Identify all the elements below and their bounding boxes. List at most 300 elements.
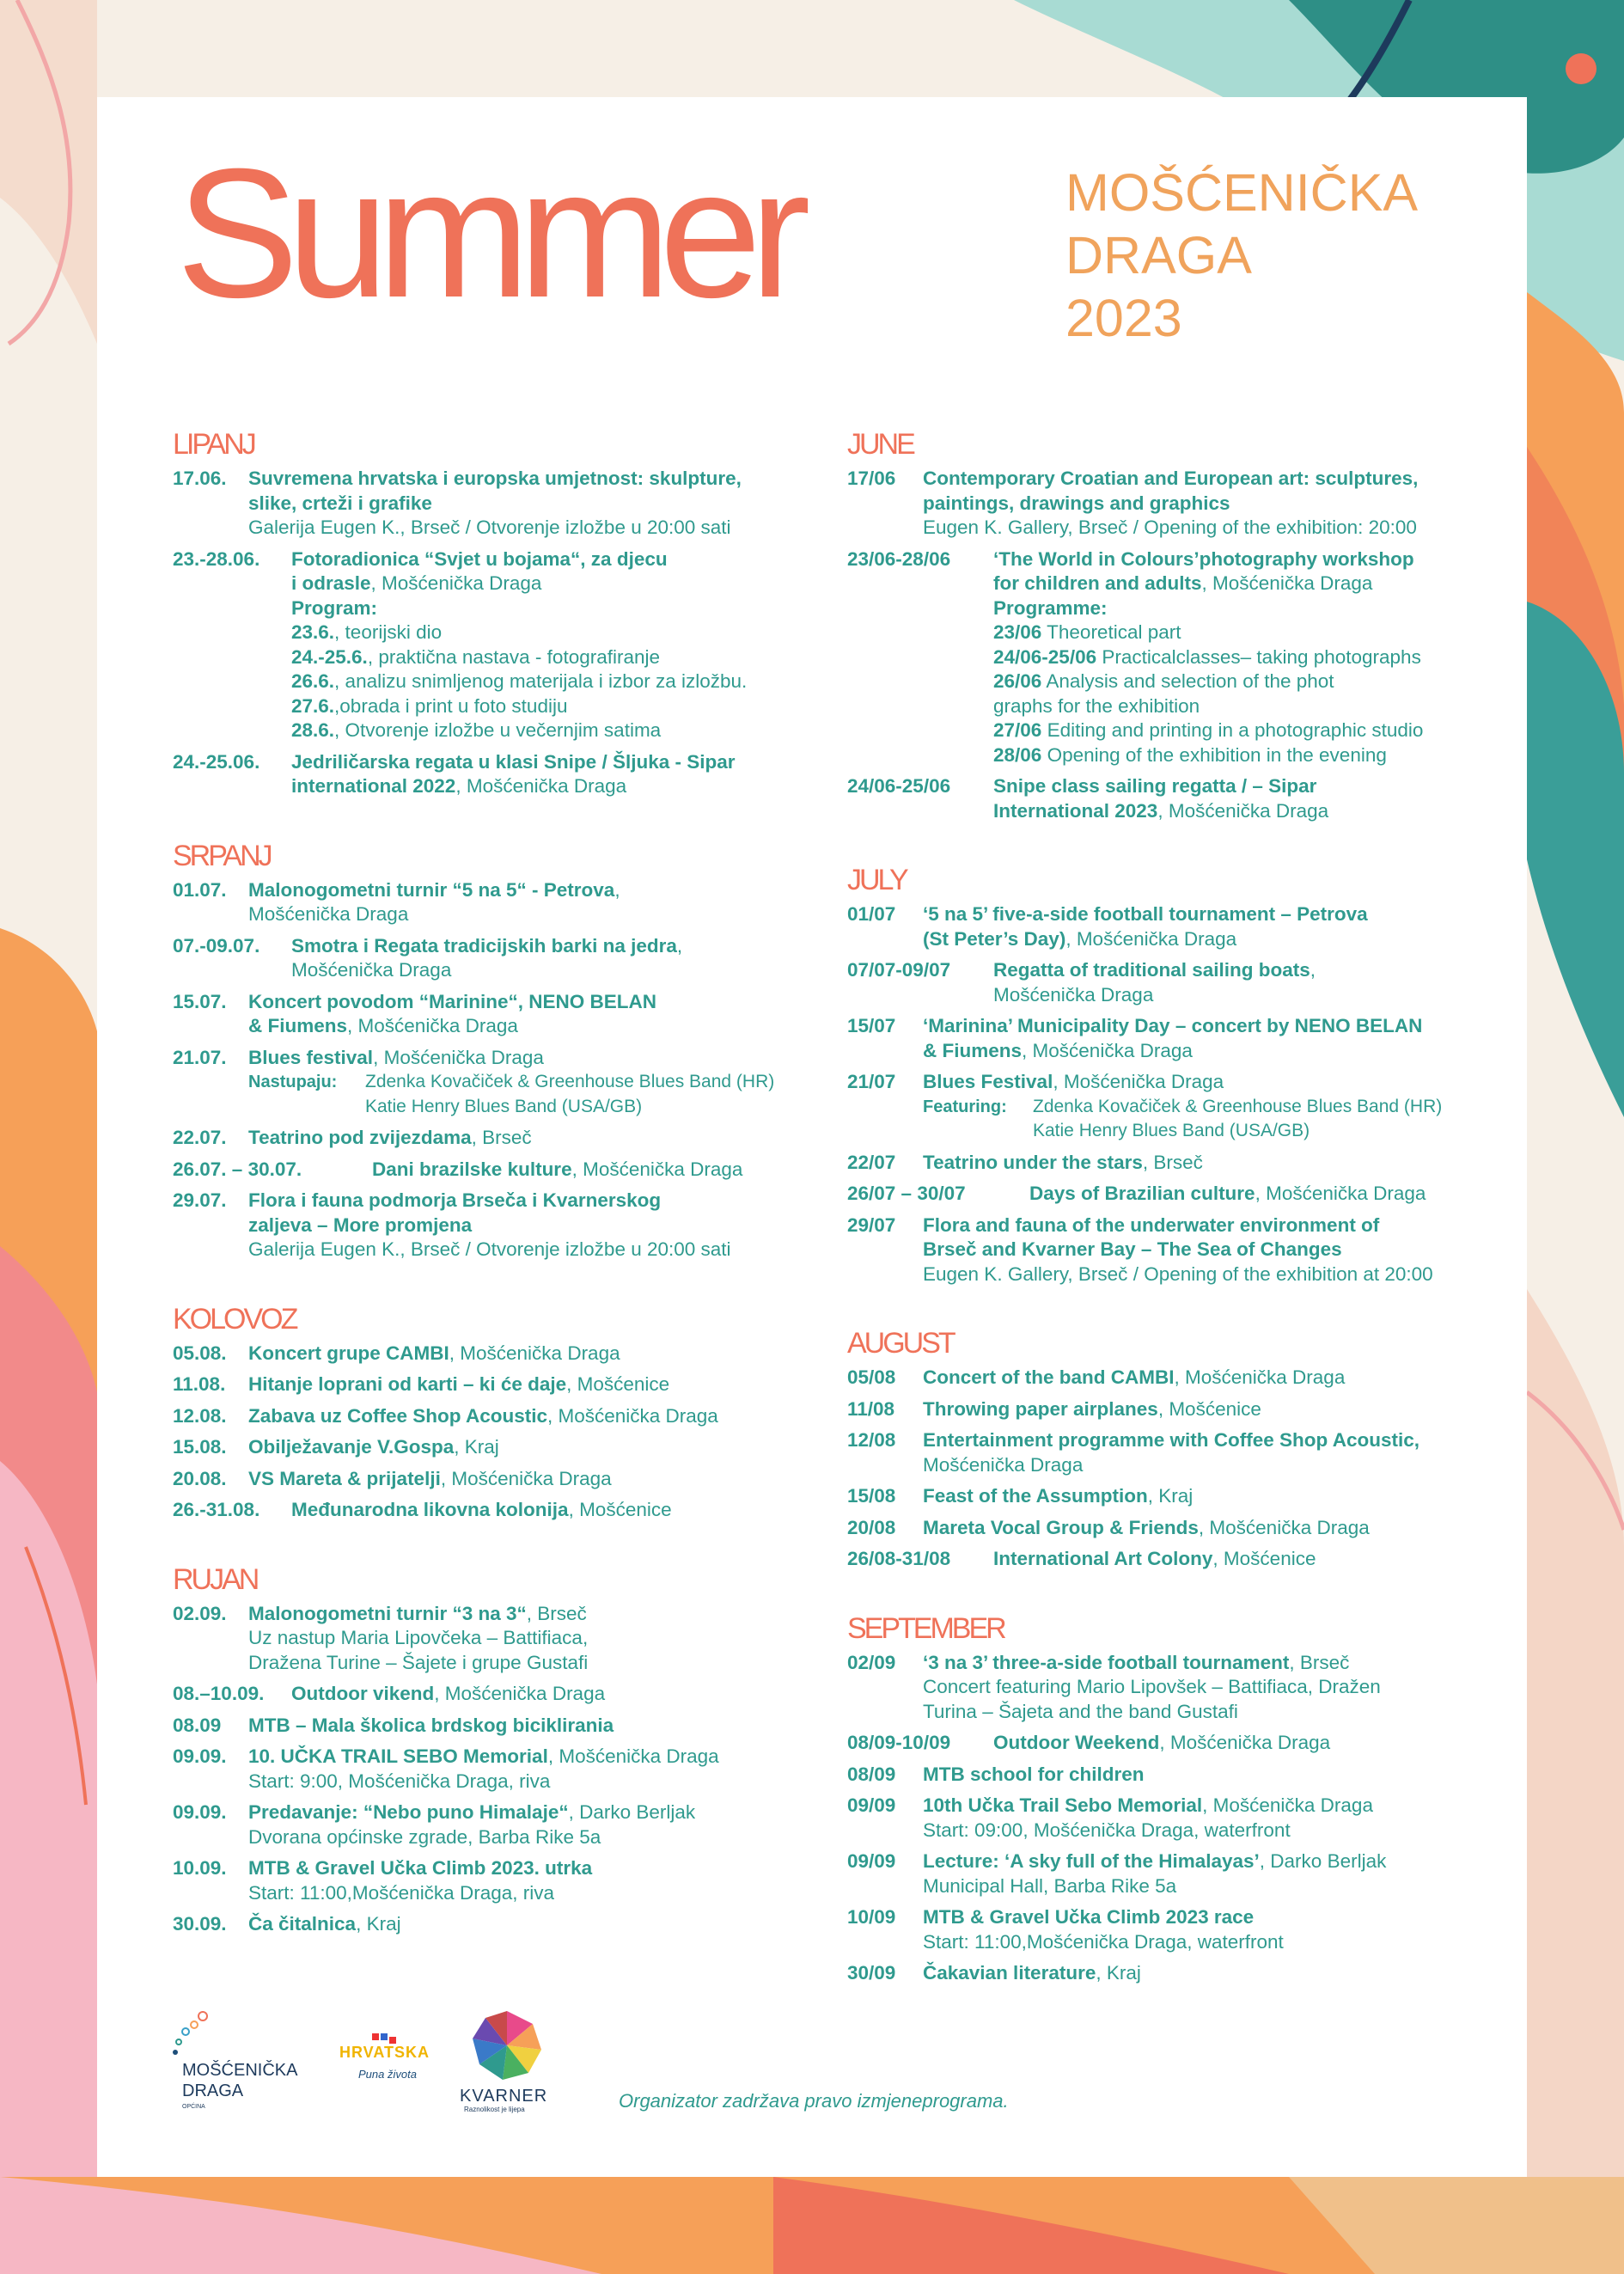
event-date: 23.-28.06.: [173, 547, 260, 570]
program-text: ,obrada i print u foto studiju: [334, 694, 568, 717]
program-date: 27/06: [993, 719, 1042, 741]
event-row: [173, 1856, 809, 1905]
event-detail-line: Concert featuring Mario Lipovšek – Battifiaca, Dražen: [923, 1676, 1381, 1697]
event-title-line: [993, 958, 1492, 983]
event-details: [923, 1651, 1492, 1725]
program-text: , analizu snimljenog materijala i izbor za izložbu.: [334, 670, 748, 692]
kvarner-wordmark: KVARNER: [460, 2087, 548, 2106]
event-details: [993, 547, 1492, 768]
event-title-line: [248, 1912, 809, 1937]
event-title-line: [993, 1547, 1492, 1572]
program-text: Opening of the exhibition in the evening: [1041, 743, 1387, 766]
program-text: , praktična nastava - fotografiranje: [367, 645, 661, 668]
event-title-line: [993, 1731, 1492, 1756]
event-title: Predavanje: “Nebo puno Himalaje“: [248, 1801, 569, 1823]
program-item: [291, 645, 809, 670]
event-title-line: [1029, 1182, 1492, 1207]
month-heading: RUJAN: [173, 1562, 258, 1596]
event-location: , Mošćenička Draga: [1201, 572, 1373, 594]
event-details: [372, 1158, 809, 1183]
event-title-line: [248, 1435, 809, 1460]
performers-list: [1033, 1095, 1442, 1144]
event-details: [248, 1404, 809, 1429]
event-title: & Fiumens: [248, 1015, 348, 1036]
event-details: [248, 467, 809, 541]
month-section: [173, 427, 809, 799]
event-row: [173, 878, 809, 927]
event-row: [847, 547, 1492, 768]
event-detail-line: Start: 09:00, Mošćenička Draga, waterfront: [923, 1819, 1291, 1841]
event-location: , Mošćenička Draga: [1157, 799, 1329, 822]
program-item: [291, 669, 809, 694]
kvarner-logo: [455, 2011, 559, 2114]
event-title-line: [291, 1682, 809, 1707]
event-title: Čakavian literature: [923, 1962, 1096, 1984]
event-row: [173, 1682, 809, 1707]
event-row: [847, 1397, 1492, 1422]
event-date: 01/07: [847, 903, 896, 925]
event-row: [173, 467, 809, 541]
event-location: , Kraj: [1147, 1485, 1194, 1507]
event-title-line: [291, 774, 809, 799]
event-detail-line: Municipal Hall, Barba Rike 5a: [923, 1874, 1177, 1897]
event-row: [173, 1800, 809, 1849]
event-row: [173, 1498, 809, 1523]
event-location: , Mošćenička Draga: [547, 1745, 719, 1767]
event-date: 20.08.: [173, 1467, 227, 1489]
event-date: 12.08.: [173, 1404, 227, 1427]
program-date: 27.6.: [291, 694, 335, 717]
event-title: Koncert povodom “Marinine“, NENO BELAN: [248, 990, 657, 1012]
event-location: , Mošćenička Draga: [434, 1683, 606, 1704]
event-date: 26/08-31/08: [847, 1548, 951, 1569]
event-title: Days of Brazilian culture: [1029, 1183, 1255, 1204]
event-title: International Art Colony: [993, 1548, 1213, 1569]
event-location: , Mošćenička Draga: [1053, 1071, 1224, 1092]
event-title-line: [248, 1745, 809, 1770]
program-label: Program:: [291, 596, 378, 619]
event-location: , Kraj: [1096, 1962, 1141, 1984]
month-heading: JULY: [847, 864, 907, 896]
event-details: [923, 1763, 1492, 1788]
event-location: , Mošćenička Draga: [455, 775, 627, 797]
event-location: , Mošćenice: [568, 1499, 672, 1520]
event-date: 26/07 – 30/07: [847, 1183, 966, 1204]
event-row: [847, 774, 1492, 823]
event-detail-line: Start: 9:00, Mošćenička Draga, riva: [248, 1770, 551, 1792]
event-row: [173, 990, 809, 1039]
event-row: [173, 1126, 809, 1151]
event-date: 08/09: [847, 1763, 896, 1785]
event-location: , Mošćenice: [1212, 1548, 1316, 1569]
event-details: [291, 1682, 809, 1707]
event-details: [291, 750, 809, 799]
event-row: [173, 1046, 809, 1120]
event-title-line: [923, 1516, 1492, 1541]
event-row: [847, 1794, 1492, 1843]
event-location: ,: [614, 878, 620, 901]
town-heading: [1065, 162, 1418, 350]
event-title: Zabava uz Coffee Shop Acoustic: [248, 1404, 547, 1427]
event-location: , Mošćenička Draga: [1022, 1039, 1193, 1061]
event-details: [923, 1366, 1492, 1391]
month-section: [173, 839, 809, 1262]
event-title-line: [993, 572, 1492, 596]
event-detail-line: Mošćenička Draga: [923, 1453, 1084, 1476]
event-row: [847, 1428, 1492, 1477]
event-row: [173, 547, 809, 743]
disclaimer-note: Organizator zadržava pravo izmjeneprograma.: [619, 2090, 1009, 2112]
event-title-line: [248, 1046, 809, 1071]
event-details: [248, 1372, 809, 1397]
event-title-line: [923, 1484, 1492, 1509]
event-title: MTB & Gravel Učka Climb 2023 race: [923, 1906, 1255, 1928]
event-date: 05/08: [847, 1366, 896, 1388]
event-title-line: [923, 467, 1492, 492]
event-date: 15/07: [847, 1015, 896, 1036]
program-text: graphs for the exhibition: [993, 694, 1200, 717]
event-title: MTB school for children: [923, 1763, 1145, 1785]
event-title-line: [993, 774, 1492, 799]
event-title-line: [923, 1238, 1492, 1262]
event-row: [173, 1745, 809, 1794]
event-location: , Brseč: [1289, 1651, 1350, 1673]
town-name-line2: DRAGA: [1065, 226, 1252, 284]
event-row: [847, 1366, 1492, 1391]
event-title-line: [248, 1602, 809, 1627]
event-title: Flora and fauna of the underwater environment of: [923, 1213, 1380, 1236]
event-detail-line: Mošćenička Draga: [248, 903, 409, 925]
event-row: [847, 902, 1492, 951]
event-title: Brseč and Kvarner Bay – The Sea of Changes: [923, 1238, 1342, 1260]
event-title-line: [923, 1428, 1492, 1453]
event-location: , Mošćenička Draga: [546, 1404, 718, 1427]
month-section: [847, 863, 1492, 1287]
event-title-line: [923, 1651, 1492, 1676]
event-title: Feast of the Assumption: [923, 1485, 1148, 1507]
event-title-line: [248, 1404, 809, 1429]
event-date: 17.06.: [173, 468, 227, 489]
program-date: 23.6.: [291, 621, 335, 643]
event-title-line: [248, 1856, 809, 1881]
event-row: [173, 934, 809, 983]
event-title: Hitanje loprani od karti – ki će daje: [248, 1373, 567, 1395]
program-item: [993, 718, 1492, 743]
event-location: , Mošćenička Draga: [370, 572, 542, 594]
event-row: [847, 1182, 1492, 1207]
event-date: 21.07.: [173, 1046, 227, 1068]
program-item: [993, 669, 1492, 694]
event-row: [847, 1014, 1492, 1063]
logo-text-small: OPĆINA: [182, 2104, 205, 2110]
event-line: slike, crteži i grafike: [248, 492, 432, 514]
event-title-line: [923, 927, 1492, 952]
event-location: ,: [1310, 959, 1316, 981]
event-title-line: [923, 1794, 1492, 1819]
event-title: Contemporary Croatian and European art: sculptures,: [923, 468, 1419, 489]
event-date: 17/06: [847, 468, 896, 489]
event-title: ‘Marinina’ Municipality Day – concert by NENO BELAN: [923, 1015, 1423, 1036]
event-detail-line: Dvorana općinske zgrade, Barba Rike 5a: [248, 1825, 601, 1848]
event-title-line: [248, 1126, 809, 1151]
event-date: 08.–10.09.: [173, 1683, 265, 1704]
event-row: [173, 750, 809, 799]
event-details: [923, 1070, 1492, 1144]
event-row: [847, 1070, 1492, 1144]
program-date: 26.6.: [291, 670, 335, 692]
event-row: [847, 1849, 1492, 1898]
event-title: Malonogometni turnir “5 na 5“ - Petrova: [248, 878, 615, 901]
program-item: [291, 620, 809, 645]
event-title: MTB – Mala školica brdskog biciklirania: [248, 1714, 614, 1736]
performer: Zdenka Kovačiček & Greenhouse Blues Band (HR): [1033, 1096, 1443, 1116]
program-item: [291, 694, 809, 719]
event-title-line: [923, 902, 1492, 927]
program-label: Programme:: [993, 596, 1108, 619]
performer: Katie Henry Blues Band (USA/GB): [1033, 1121, 1310, 1140]
event-title: Regatta of traditional sailing boats: [993, 959, 1310, 981]
program-item: [993, 620, 1492, 645]
event-row: [173, 1714, 809, 1739]
event-title-line: [248, 1189, 809, 1213]
event-title-line: [248, 1372, 809, 1397]
event-detail-line: Start: 11:00,Mošćenička Draga, waterfront: [923, 1930, 1284, 1953]
event-date: 22.07.: [173, 1127, 227, 1148]
program-text: , teorijski dio: [334, 621, 443, 643]
program-item: [993, 743, 1492, 768]
event-title: Outdoor vikend: [291, 1683, 435, 1704]
event-title: Međunarodna likovna kolonija: [291, 1499, 569, 1520]
event-details: [291, 547, 809, 743]
event-title: Ča čitalnica: [248, 1913, 357, 1935]
event-details: [291, 934, 809, 983]
event-details: [248, 1342, 809, 1366]
event-detail-line: Mošćenička Draga: [993, 983, 1154, 1006]
event-date: 24/06-25/06: [847, 775, 951, 797]
event-date: 09.09.: [173, 1801, 227, 1823]
event-details: [923, 902, 1492, 951]
program-date: 26/06: [993, 670, 1042, 692]
event-title: VS Mareta & prijatelji: [248, 1467, 441, 1489]
event-date: 30.09.: [173, 1913, 227, 1935]
event-details: [248, 1435, 809, 1460]
month-heading: SEPTEMBER: [847, 1611, 1004, 1645]
event-row: [847, 1547, 1492, 1572]
event-date: 10/09: [847, 1906, 896, 1928]
event-title: Teatrino pod zvijezdama: [248, 1127, 472, 1148]
event-row: [847, 1151, 1492, 1176]
event-title-line: [248, 1714, 809, 1739]
event-title-line: [923, 1763, 1492, 1788]
program-text: Theoretical part: [1041, 621, 1181, 643]
program-item: [993, 645, 1492, 670]
event-location: , Mošćenička Draga: [1065, 927, 1237, 950]
event-date: 11/08: [847, 1397, 895, 1420]
event-row: [173, 1342, 809, 1366]
event-location: , Mošćenička Draga: [1198, 1516, 1370, 1538]
event-date: 15/08: [847, 1485, 896, 1507]
event-date: 15.07.: [173, 990, 227, 1012]
event-location: , Mošćenička Draga: [1255, 1183, 1426, 1204]
event-details: [993, 774, 1492, 823]
event-details: [923, 1849, 1492, 1898]
event-row: [847, 958, 1492, 1007]
program-date: 28/06: [993, 743, 1042, 766]
event-details: [923, 1014, 1492, 1063]
event-row: [173, 1372, 809, 1397]
event-row: [847, 1484, 1492, 1509]
event-date: 09/09: [847, 1850, 896, 1872]
event-date: 20/08: [847, 1516, 896, 1538]
event-title-line: [993, 547, 1492, 572]
event-title: Mareta Vocal Group & Friends: [923, 1516, 1199, 1538]
event-location: , Brseč: [471, 1127, 532, 1148]
event-title-line: [993, 799, 1492, 824]
logo-text-line2: DRAGA: [182, 2081, 244, 2100]
event-date: 29/07: [847, 1213, 896, 1236]
event-date: 11.08.: [173, 1373, 226, 1395]
event-row: [847, 467, 1492, 541]
event-date: 29.07.: [173, 1189, 227, 1211]
event-location: , Brseč: [1142, 1151, 1203, 1173]
performers: [923, 1095, 1492, 1144]
event-title-line: [923, 1397, 1492, 1422]
event-title-line: [923, 492, 1492, 517]
program-text: , Otvorenje izložbe u večernjim satima: [334, 719, 662, 741]
event-title-line: [923, 1961, 1492, 1986]
event-date: 02.09.: [173, 1602, 227, 1624]
event-title-line: [923, 1366, 1492, 1391]
performer: Katie Henry Blues Band (USA/GB): [365, 1096, 643, 1116]
event-date: 26.07. – 30.07.: [173, 1158, 302, 1180]
event-date: 22/07: [847, 1151, 896, 1173]
event-title: Outdoor Weekend: [993, 1732, 1160, 1753]
event-details: [248, 1467, 809, 1492]
performer: Zdenka Kovačiček & Greenhouse Blues Band (HR): [365, 1072, 775, 1091]
event-date: 26.-31.08.: [173, 1499, 260, 1520]
event-location: , Mošćenička Draga: [373, 1046, 544, 1068]
event-details: [923, 1905, 1492, 1954]
event-title-line: [923, 1014, 1492, 1039]
event-date: 02/09: [847, 1651, 896, 1673]
program-item: [993, 694, 1492, 719]
event-details: [923, 1484, 1492, 1509]
event-title: (St Peter’s Day): [923, 927, 1066, 950]
event-date: 09/09: [847, 1794, 896, 1816]
program-date: 24.-25.6.: [291, 645, 368, 668]
event-detail-line: Start: 11:00,Mošćenička Draga, riva: [248, 1881, 554, 1904]
event-row: [847, 1961, 1492, 1986]
event-location: , Darko Berljak: [1259, 1850, 1387, 1872]
event-date: 10.09.: [173, 1857, 227, 1879]
event-title: International 2023: [993, 799, 1158, 822]
event-details: [248, 990, 809, 1039]
event-title: zaljeva – More promjena: [248, 1213, 473, 1236]
event-row: [847, 1763, 1492, 1788]
event-row: [847, 1516, 1492, 1541]
event-title-line: [248, 1800, 809, 1825]
event-details: [248, 1714, 809, 1739]
event-location: , Mošćenička Draga: [449, 1342, 620, 1364]
event-title: & Fiumens: [923, 1039, 1023, 1061]
event-details: [993, 958, 1492, 1007]
event-details: [248, 1856, 809, 1905]
town-name-line1: MOŠĆENIČKA: [1065, 163, 1419, 222]
event-date: 05.08.: [173, 1342, 227, 1364]
event-line: Galerija Eugen K., Brseč / Otvorenje izložbe u 20:00 sati: [248, 517, 731, 538]
event-date: 01.07.: [173, 878, 227, 901]
event-title-line: [248, 878, 809, 903]
performers-label: Featuring:: [923, 1097, 1007, 1116]
logo-text-line1: MOŠĆENIČKA: [182, 2061, 298, 2080]
event-row: [173, 1912, 809, 1937]
event-line: Fotoradionica “Svjet u bojama“, za djecu: [291, 547, 668, 570]
event-row: [847, 1905, 1492, 1954]
event-details: [923, 1961, 1492, 1986]
event-title-line: [248, 990, 809, 1015]
event-details: [993, 1547, 1492, 1572]
event-row: [173, 1158, 809, 1183]
month-section: [173, 1302, 809, 1523]
event-details: [248, 1189, 809, 1262]
event-title: i odrasle: [291, 572, 371, 594]
event-location: , Mošćenička Draga: [1174, 1366, 1346, 1388]
event-location: , Brseč: [526, 1602, 587, 1624]
event-date: 30/09: [847, 1962, 896, 1984]
program-date: 23/06: [993, 621, 1042, 643]
hrvatska-logo: [339, 2044, 434, 2095]
event-title-line: [923, 1213, 1492, 1238]
event-title: ‘3 na 3’ three-a-side football tournament: [923, 1651, 1290, 1673]
event-details: [1029, 1182, 1492, 1207]
event-date: 21/07: [847, 1071, 896, 1092]
event-line: Jedriličarska regata u klasi Snipe / Šljuka - Sipar: [291, 750, 736, 773]
event-date: 24.-25.06.: [173, 750, 260, 773]
event-title-line: [923, 1070, 1492, 1095]
event-title-line: [248, 1014, 809, 1039]
event-title: Blues festival: [248, 1046, 374, 1068]
event-location: , Mošćenička Draga: [347, 1015, 518, 1036]
event-title-line: [372, 1158, 809, 1183]
event-title: Lecture: ‘A sky full of the Himalayas’: [923, 1850, 1260, 1872]
event-date: 15.08.: [173, 1436, 227, 1458]
event-title-line: [291, 1498, 809, 1523]
event-location: , Kraj: [356, 1913, 401, 1935]
event-title-line: [923, 1849, 1492, 1874]
event-details: [923, 1516, 1492, 1541]
hrvatska-squares-icon: [372, 2033, 398, 2045]
event-title: for children and adults: [993, 572, 1202, 594]
event-title: international 2022: [291, 775, 456, 797]
event-details: [923, 1428, 1492, 1477]
event-location: ,: [676, 934, 683, 957]
event-details: [248, 1126, 809, 1151]
event-row: [847, 1651, 1492, 1725]
event-detail-line: Galerija Eugen K., Brseč / Otvorenje izložbe u 20:00 sati: [248, 1238, 731, 1260]
event-title-line: [248, 1467, 809, 1492]
event-details: [993, 1731, 1492, 1756]
program-text: Editing and printing in a photographic studio: [1041, 719, 1424, 741]
event-details: [248, 1745, 809, 1794]
event-date: 09.09.: [173, 1745, 227, 1767]
event-row: [173, 1189, 809, 1262]
event-date: 23/06-28/06: [847, 547, 951, 570]
event-title: Flora i fauna podmorja Brseča i Kvarnerskog: [248, 1189, 662, 1211]
event-title: Blues Festival: [923, 1071, 1053, 1092]
bubbles-icon: [170, 2009, 222, 2061]
event-title: Throwing paper airplanes: [923, 1397, 1158, 1420]
event-title: Concert of the band CAMBI: [923, 1366, 1175, 1388]
